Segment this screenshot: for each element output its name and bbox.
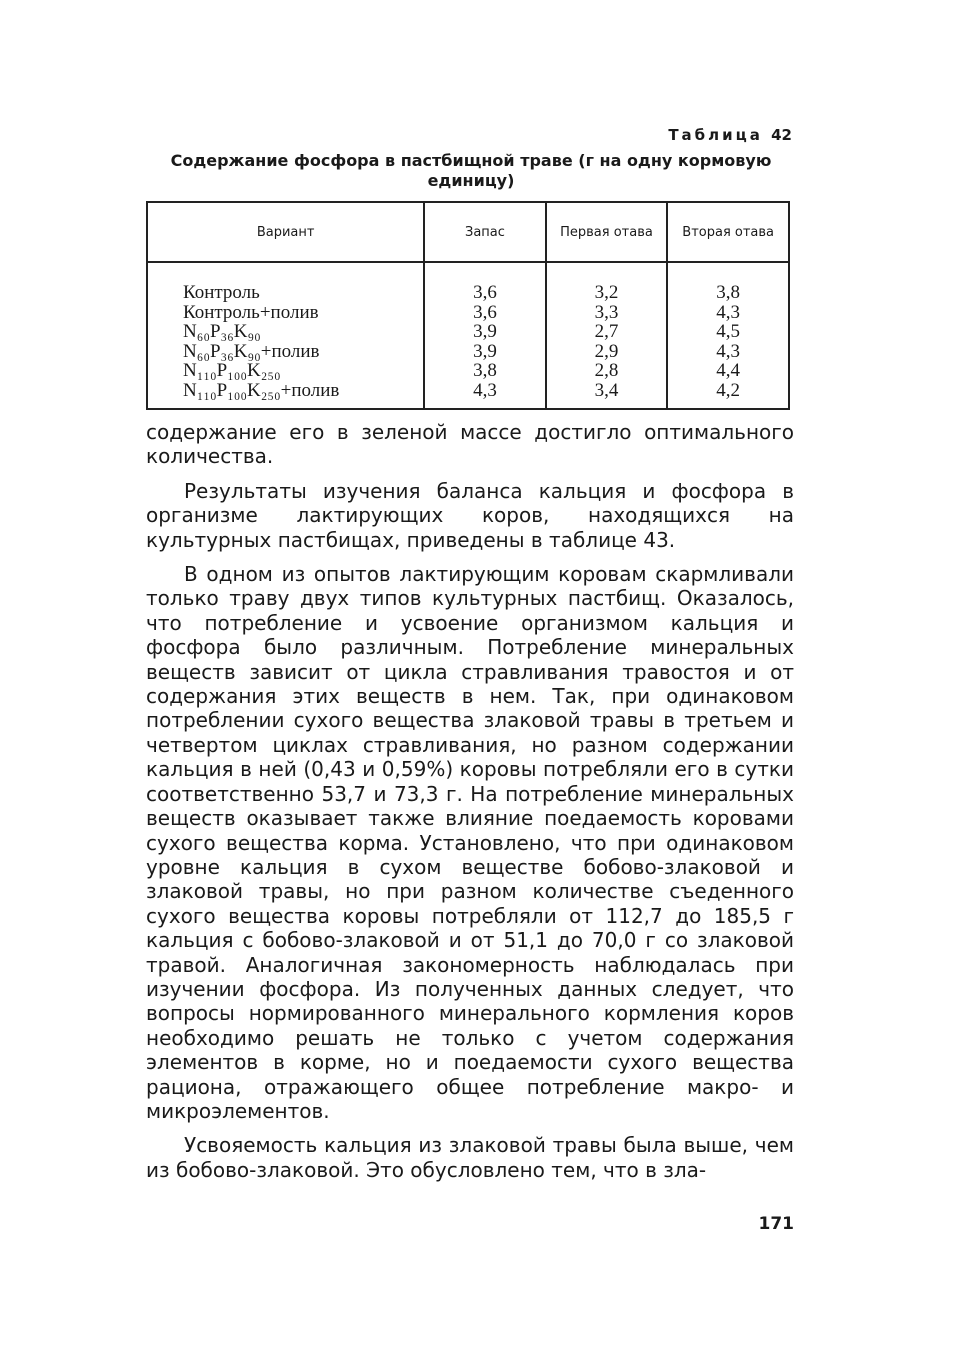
paragraph: В одном из опытов лактирующим коровам скармливали только траву двух типов культурных пастбищ. Оказалось, что потребление и усвоение организмом кальция и фосфора было различным. Потребление минеральных веществ зависит от цикла стравливания травостоя и от содержания этих веществ в нем. Так, при одинаковом потреблении сухого вещества злаковой травы в третьем и четвертом циклах стравливания, но разном содержании кальция в ней (0,43 и 0,59%) коровы потребляли его в сутки соответственно 53,7 и 73,3 г. На потребление минеральных веществ оказывает также влияние поедаемость коровами сухого вещества корма. Установлено, что при одинаковом уровне кальция в сухом веществе бобово-злаковой и злаковой травы, но при разном количестве съеденного сухого вещества коровы потребляли от 112,7 до 185,5 г кальция с бобово-злаковой и от 51,1 до 70,0 г со злаковой травой. Аналогичная закономерность наблюдалась при изучении фосфора. Из полученных данных следует, что вопросы нормированного минерального кормления коров необходимо решать не только с учетом содержания элементов в корме, но и поедаемости сухого вещества рациона, отражающего общее потребление макро- и микроэлементов. [146,562,794,1123]
paragraph: Усвояемость кальция из злаковой травы была выше, чем из бобово-злаковой. Это обусловлено тем, что в зла- [146,1133,794,1182]
variant-cell: N₆₀P₃₆K₉₀+полив [183,340,320,362]
table-caption: Содержание фосфора в пастбищной траве (г на одну кормовую единицу) [170,151,772,190]
table-body-row [147,262,789,408]
paragraph-continuation: содержание его в зеленой массе достигло оптимального количества. [146,420,794,469]
table-label [146,124,792,146]
first-otava-cell: 2,8 [594,360,619,381]
first-otava-cell: 3,3 [594,301,619,323]
zapas-cell: 4,3 [473,379,497,401]
zapas-cell: 3,6 [473,301,497,323]
phosphorus-table [146,201,790,410]
zapas-column [424,262,545,408]
table-label-word: Таблица [668,126,763,144]
variant-cell: N₆₀P₃₆K₉₀ [183,321,261,342]
second-otava-cell: 4,5 [716,321,741,342]
second-otava-cell: 4,2 [716,379,741,401]
first-otava-column [546,262,668,408]
variant-cell: N₁₁₀P₁₀₀K₂₅₀+полив [183,379,340,401]
zapas-cell: 3,8 [473,360,497,381]
second-otava-cell: 4,4 [716,360,741,381]
table-label-number: 42 [771,126,792,144]
zapas-cell: 3,9 [473,321,497,342]
first-otava-cell: 3,2 [594,282,619,303]
header-second-otava: Вторая отава [667,203,789,262]
first-otava-cell: 2,9 [594,340,619,362]
book-page [146,124,794,1234]
zapas-cell: 3,6 [473,282,497,303]
variant-cell: N₁₁₀P₁₀₀K₂₅₀ [183,360,281,381]
header-variant: Вариант [147,203,424,262]
second-otava-cell: 4,3 [716,340,741,362]
first-otava-cell: 2,7 [594,321,619,342]
variant-column [147,262,424,408]
second-otava-column [667,262,789,408]
variant-cell: Контроль [183,282,260,303]
header-zapas: Запас [424,203,545,262]
second-otava-cell: 4,3 [716,301,741,323]
body-text [146,420,794,1182]
zapas-cell: 3,9 [473,340,497,362]
first-otava-cell: 3,4 [594,379,619,401]
page-number: 171 [758,1214,794,1234]
variant-cell: Контроль+полив [183,301,319,323]
paragraph: Результаты изучения баланса кальция и фосфора в организме лактирующих коров, находящихся на культурных пастбищах, приведены в таблице 43. [146,478,794,552]
header-first-otava: Первая отава [546,203,668,262]
second-otava-cell: 3,8 [716,282,741,303]
